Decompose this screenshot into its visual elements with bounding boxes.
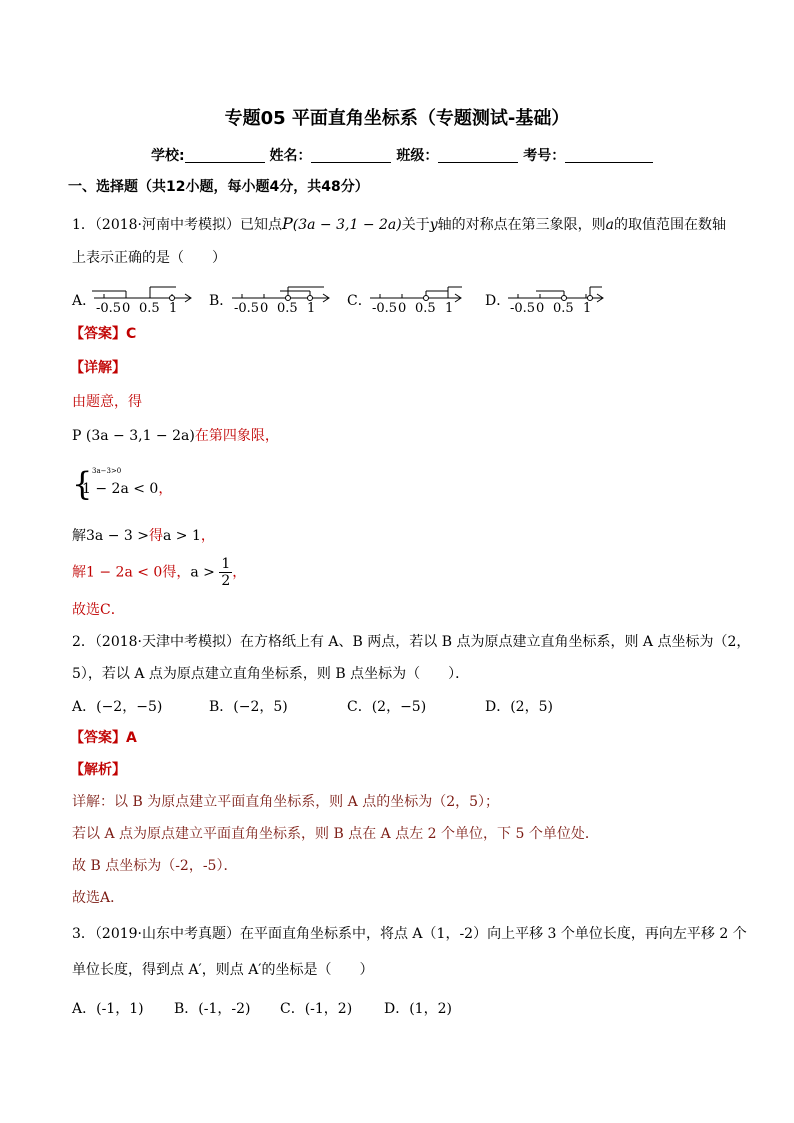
class-label: 班级： — [396, 148, 439, 164]
option-a-label[interactable]: A． — [72, 293, 97, 309]
system-tiny-line: 3a−3>0 — [92, 467, 122, 475]
tick-label: 0 — [536, 301, 545, 316]
q1-detail-1: 由题意，得 — [72, 394, 142, 410]
q2-line2: 5），若以 A 点为原点建立直角坐标系，则 B 点坐标为（ ）． — [72, 666, 470, 682]
q3-line1: 3．（2019·山东中考真题）在平面直角坐标系中，将点 A（1，-2）向上平移 3 个单位长度，再向左平移 2 个 — [72, 926, 747, 942]
q2-option-a[interactable]: A．(−2，−5) — [72, 699, 163, 715]
exam-no-blank[interactable] — [565, 148, 653, 163]
q3-option-a[interactable]: A．(-1，1) — [72, 1001, 144, 1017]
q2-answer: 【答案】A — [70, 730, 137, 746]
q3-option-c[interactable]: C．(-1，2) — [280, 1001, 353, 1017]
tick-label: 1 — [169, 301, 178, 316]
tick-label: -0.5 — [510, 301, 536, 316]
q2-option-c[interactable]: C．(2，−5) — [347, 699, 427, 715]
tick-label: 0.5 — [415, 301, 436, 316]
tick-label: 1 — [307, 301, 316, 316]
q2-option-d[interactable]: D．(2，5) — [485, 699, 553, 715]
q1-options — [0, 283, 794, 317]
q2-option-b[interactable]: B．(−2，5) — [209, 699, 288, 715]
option-a-number-line[interactable] — [92, 283, 204, 317]
q1-answer: 【答案】C — [70, 326, 137, 342]
option-b-number-line[interactable] — [230, 283, 342, 317]
name-blank[interactable] — [311, 148, 391, 163]
tick-label: -0.5 — [96, 301, 122, 316]
tick-label: -0.5 — [234, 301, 260, 316]
q1-detail-4: 解1 − 2a < 0得，a > $\frac{1}{2}$ ， — [72, 556, 247, 589]
section-heading: 一、选择题（共12小题，每小题4分，共48分） — [68, 179, 369, 195]
q1-detail-heading: 【详解】 — [70, 360, 126, 376]
q2-analysis-1: 详解：以 B 为原点建立平面直角坐标系，则 A 点的坐标为（2，5）； — [72, 794, 500, 810]
q3-line2: 单位长度，得到点 A′，则点 A′的坐标是（ ） — [72, 962, 374, 978]
q1-line1: 1．（2018·河南中考模拟）已知点P(3a − 3,1 − 2a)关于y轴的对称点在第三象限，则a的取值范围在数轴 — [72, 214, 727, 233]
student-info-line — [151, 145, 653, 165]
class-blank[interactable] — [438, 148, 518, 163]
q2-line1: 2．（2018·天津中考模拟）在方格纸上有 A、B 两点，若以 B 点为原点建立直角坐标系，则 A 点坐标为（2， — [72, 634, 751, 650]
tick-label: 0 — [398, 301, 407, 316]
fraction-one-half: $\frac{1}{2}$ — [221, 556, 231, 589]
school-blank[interactable] — [185, 148, 265, 163]
tick-label: -0.5 — [372, 301, 398, 316]
q2-analysis-2: 若以 A 点为原点建立平面直角坐标系，则 B 点在 A 点左 2 个单位，下 5 个单位处． — [72, 826, 599, 842]
option-d-label[interactable]: D． — [485, 293, 511, 309]
q2-analysis-heading: 【解析】 — [70, 762, 126, 778]
tick-label: 0 — [260, 301, 269, 316]
tick-label: 1 — [445, 301, 454, 316]
q1-line2: 上表示正确的是（ ） — [72, 250, 226, 266]
system-line: 1 − 2a < 0， — [82, 481, 173, 497]
exam-no-label: 考号： — [523, 148, 566, 164]
tick-label: 0 — [122, 301, 131, 316]
school-label: 学校: — [151, 148, 185, 164]
system-brace: { — [72, 465, 93, 503]
page-title: 专题05 平面直角坐标系（专题测试-基础） — [224, 108, 570, 129]
tick-label: 0.5 — [139, 301, 160, 316]
option-b-label[interactable]: B． — [209, 293, 234, 309]
tick-label: 1 — [583, 301, 592, 316]
tick-label: 0.5 — [553, 301, 574, 316]
q3-option-d[interactable]: D．(1，2) — [384, 1001, 452, 1017]
q2-analysis-4: 故选A． — [72, 890, 125, 906]
option-d-number-line[interactable] — [506, 283, 618, 317]
q1-detail-3: 解3a − 3 >得a > 1， — [72, 528, 215, 544]
q1-detail-2: P (3a − 3,1 − 2a)在第四象限， — [72, 428, 279, 444]
q2-analysis-3: 故 B 点坐标为（-2，-5）． — [72, 858, 238, 874]
q1-detail-5: 故选C． — [72, 602, 125, 618]
q3-option-b[interactable]: B．(-1，-2) — [174, 1001, 251, 1017]
option-c-label[interactable]: C． — [347, 293, 372, 309]
tick-label: 0.5 — [277, 301, 298, 316]
option-c-number-line[interactable] — [368, 283, 480, 317]
name-label: 姓名： — [269, 148, 312, 164]
